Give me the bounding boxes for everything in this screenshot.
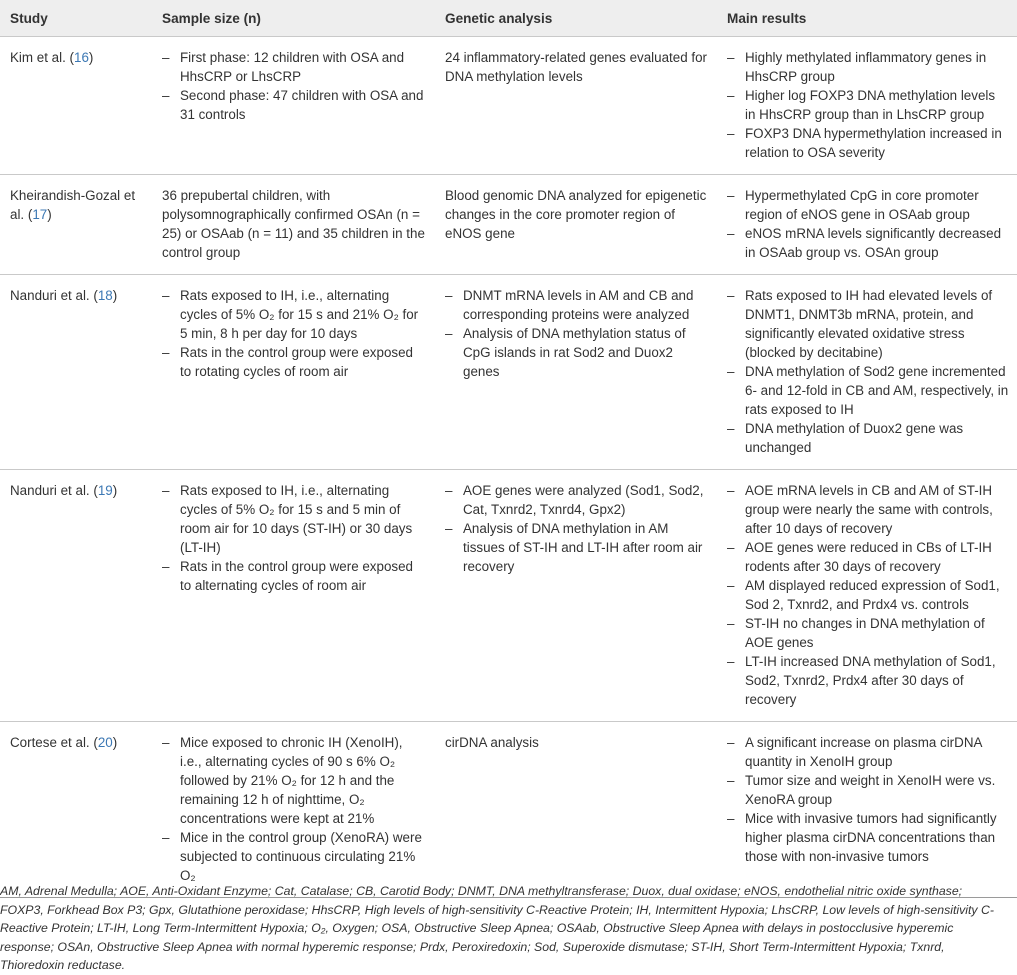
list-item: – ST-IH no changes in DNA methylation of AOE genes xyxy=(727,614,1009,652)
list-item: – Rats exposed to IH had elevated levels of DNMT1, DNMT3b mRNA, protein, and significantly elevated oxidative stress (blocked by decitabine) xyxy=(727,286,1009,362)
list-item: – AOE genes were reduced in CBs of LT-IH rodents after 30 days of recovery xyxy=(727,538,1009,576)
study-cell: Cortese et al. (20) xyxy=(0,722,152,898)
genetic-cell xyxy=(435,722,717,898)
table-row xyxy=(0,722,1017,898)
list-item: – First phase: 12 children with OSA and HhsCRP or LhsCRP xyxy=(162,48,427,86)
study-name: Nanduri et al. xyxy=(10,483,90,498)
genetic-cell xyxy=(435,275,717,470)
sample-cell xyxy=(152,275,435,470)
results-cell xyxy=(717,470,1017,722)
list-item: – DNA methylation of Sod2 gene incremented 6- and 12-fold in CB and AM, respectively, in rats exposed to IH xyxy=(727,362,1009,419)
header-main-results: Main results xyxy=(717,0,1017,37)
table-row xyxy=(0,175,1017,275)
genetic-text: cirDNA analysis xyxy=(445,735,539,750)
list-item: – DNA methylation of Duox2 gene was unchanged xyxy=(727,419,1009,457)
table-footnote: AM, Adrenal Medulla; AOE, Anti-Oxidant Enzyme; Cat, Catalase; CB, Carotid Body; DNMT, DNA methyltransferase; Duox, dual oxidase; eNOS, endothelial nitric oxide synthase; FOXP3, Forkhead Box P3; Gpx, Glutathione peroxidase; HhsCRP, High levels of high-sensitivity C-Reactive Protein; IH, Intermittent Hypoxia; LhsCRP, Low levels of high-sensitivity C-Reactive Protein; LT-IH, Long Term-Intermittent Hypoxia; O₂, Oxygen; OSA, Obstructive Sleep Apnea; OSAab, Obstructive Sleep Apnea with delays in postocclusive hyperemic response; OSAn, Obstructive Sleep Apnea with normal hyperemic response; Prdx, Peroxiredoxin; Sod, Superoxide dismutase; ST-IH, Short Term-Intermittent Hypoxia; Txnrd, Thioredoxin reductase. xyxy=(0,884,994,972)
sample-cell xyxy=(152,470,435,722)
study-name: Kim et al. xyxy=(10,50,66,65)
sample-cell xyxy=(152,175,435,275)
results-cell xyxy=(717,722,1017,898)
study-name: Nanduri et al. xyxy=(10,288,90,303)
list-item: – AOE mRNA levels in CB and AM of ST-IH group were nearly the same with controls, after 10 days of recovery xyxy=(727,481,1009,538)
list-item: – DNMT mRNA levels in AM and CB and corresponding proteins were analyzed xyxy=(445,286,709,324)
sample-cell xyxy=(152,37,435,175)
list-item: – FOXP3 DNA hypermethylation increased in relation to OSA severity xyxy=(727,124,1009,162)
list-item: – Rats exposed to IH, i.e., alternating cycles of 5% O₂ for 15 s and 21% O₂ for 5 min, 8 h per day for 10 days xyxy=(162,286,427,343)
list-item: – AM displayed reduced expression of Sod1, Sod 2, Txnrd2, and Prdx4 vs. controls xyxy=(727,576,1009,614)
study-cell: Nanduri et al. (18) xyxy=(0,275,152,470)
study-cell: Kheirandish-Gozal et al. (17) xyxy=(0,175,152,275)
list-item: – Higher log FOXP3 DNA methylation levels in HhsCRP group than in LhsCRP group xyxy=(727,86,1009,124)
genetic-cell xyxy=(435,470,717,722)
reference-link[interactable]: 16 xyxy=(74,50,89,65)
study-cell: Nanduri et al. (19) xyxy=(0,470,152,722)
list-item: – eNOS mRNA levels significantly decreased in OSAab group vs. OSAn group xyxy=(727,224,1009,262)
list-item: – Rats exposed to IH, i.e., alternating cycles of 5% O₂ for 15 s and 5 min of room air for 10 days (ST-IH) or 30 days (LT-IH) xyxy=(162,481,427,557)
genetic-text: 24 inflammatory-related genes evaluated for DNA methylation levels xyxy=(445,50,708,84)
list-item: – Analysis of DNA methylation in AM tissues of ST-IH and LT-IH after room air recovery xyxy=(445,519,709,576)
list-item: – Mice with invasive tumors had significantly higher plasma cirDNA concentrations than those with non-invasive tumors xyxy=(727,809,1009,866)
genetic-cell xyxy=(435,175,717,275)
header-row xyxy=(0,0,1017,37)
header-genetic-analysis: Genetic analysis xyxy=(435,0,717,37)
study-cell: Kim et al. (16) xyxy=(0,37,152,175)
reference-link[interactable]: 17 xyxy=(32,207,48,222)
table-row xyxy=(0,37,1017,175)
reference-link[interactable]: 18 xyxy=(97,288,113,303)
results-cell xyxy=(717,275,1017,470)
results-cell xyxy=(717,175,1017,275)
header-sample-size: Sample size (n) xyxy=(152,0,435,37)
sample-cell xyxy=(152,722,435,898)
table-row xyxy=(0,275,1017,470)
table-row xyxy=(0,470,1017,722)
list-item: – Tumor size and weight in XenoIH were vs. XenoRA group xyxy=(727,771,1009,809)
header-study: Study xyxy=(0,0,152,37)
sample-text: 36 prepubertal children, with polysomnographically confirmed OSAn (n = 25) or OSAab (n = 11) and 35 children in the control group xyxy=(162,188,425,260)
list-item: – Mice exposed to chronic IH (XenoIH), i.e., alternating cycles of 90 s 6% O₂ followed by 21% O₂ for 12 h and the remaining 12 h of nighttime, O₂ concentrations were kept at 21% xyxy=(162,733,427,828)
reference-link[interactable]: 19 xyxy=(97,483,113,498)
list-item: – Second phase: 47 children with OSA and 31 controls xyxy=(162,86,427,124)
list-item: – Hypermethylated CpG in core promoter region of eNOS gene in OSAab group xyxy=(727,186,1009,224)
genetic-cell xyxy=(435,37,717,175)
study-name: Cortese et al. xyxy=(10,735,90,750)
list-item: – Rats in the control group were exposed to rotating cycles of room air xyxy=(162,343,427,381)
list-item: – Highly methylated inflammatory genes in HhsCRP group xyxy=(727,48,1009,86)
reference-link[interactable]: 20 xyxy=(97,735,113,750)
genetic-text: Blood genomic DNA analyzed for epigenetic changes in the core promoter region of eNOS gene xyxy=(445,188,707,241)
list-item: – A significant increase on plasma cirDNA quantity in XenoIH group xyxy=(727,733,1009,771)
list-item: – AOE genes were analyzed (Sod1, Sod2, Cat, Txnrd2, Txnrd4, Gpx2) xyxy=(445,481,709,519)
list-item: – Analysis of DNA methylation status of CpG islands in rat Sod2 and Duox2 genes xyxy=(445,324,709,381)
study-name: Kheirandish-Gozal et al. xyxy=(10,188,136,222)
list-item: – Mice in the control group (XenoRA) were subjected to continuous circulating 21% O₂ xyxy=(162,828,427,885)
list-item: – Rats in the control group were exposed to alternating cycles of room air xyxy=(162,557,427,595)
list-item: – LT-IH increased DNA methylation of Sod1, Sod2, Txnrd2, Prdx4 after 30 days of recovery xyxy=(727,652,1009,709)
results-cell xyxy=(717,37,1017,175)
